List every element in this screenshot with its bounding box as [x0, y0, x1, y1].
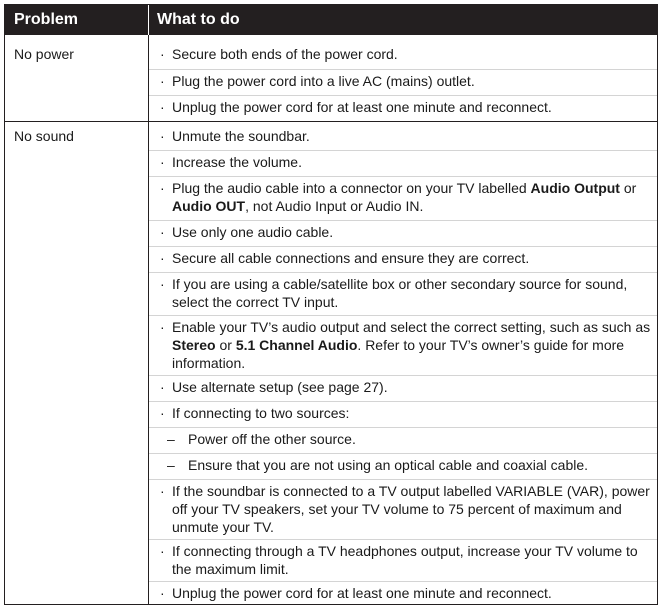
header-what-to-do: What to do: [157, 11, 240, 28]
bullet: ·: [160, 379, 165, 395]
item-bold: Audio OUT: [172, 198, 246, 214]
list-item: Increase the volume.: [172, 154, 302, 170]
list-item: Plug the power cord into a live AC (mains) outlet.: [172, 73, 475, 89]
troubleshooting-table: [4, 4, 658, 605]
list-item: Unplug the power cord for at least one minute and reconnect.: [172, 585, 552, 601]
item-bold: 5.1 Channel Audio: [235, 337, 358, 353]
item-text: , not Audio Input or Audio IN.: [245, 198, 424, 214]
item-text: Enable your TV’s audio output and select the correct setting, such as such as: [172, 319, 651, 335]
item-bold: Stereo: [172, 337, 216, 353]
row-separator: [149, 220, 657, 221]
item-text: or: [215, 337, 236, 353]
list-item: Use alternate setup (see page 27).: [172, 379, 388, 395]
list-item: [172, 318, 652, 372]
bullet: ·: [160, 543, 165, 559]
table-header: [5, 5, 657, 35]
row-separator: [149, 246, 657, 247]
item-bold: Audio Output: [530, 180, 620, 196]
row-separator: [149, 176, 657, 177]
bullet: ·: [160, 276, 165, 292]
bullet: ·: [160, 99, 165, 115]
problem-no-power: No power: [14, 46, 74, 62]
row-separator: [149, 95, 657, 96]
sub-list-item: Power off the other source.: [188, 431, 356, 447]
list-item: If connecting through a TV headphones output, increase your TV volume to the maximum limit.: [172, 543, 638, 577]
bullet: ·: [160, 128, 165, 144]
list-item: If connecting to two sources:: [172, 405, 350, 421]
problem-no-sound: No sound: [14, 128, 74, 144]
dash: –: [167, 457, 175, 473]
bullet: ·: [160, 224, 165, 240]
row-separator: [149, 479, 657, 480]
item-text: Plug the audio cable into a connector on your TV labelled: [172, 180, 531, 196]
row-separator: [149, 453, 657, 454]
bullet: ·: [160, 250, 165, 266]
row-separator: [149, 315, 657, 316]
bullet: ·: [160, 180, 165, 196]
row-separator: [149, 401, 657, 402]
row-separator: [149, 375, 657, 376]
item-text: . Refer to your TV’s owner’s guide for more information.: [172, 337, 625, 371]
list-item: Secure all cable connections and ensure they are correct.: [172, 250, 530, 266]
bullet: ·: [160, 154, 165, 170]
bullet: ·: [160, 73, 165, 89]
row-separator: [149, 581, 657, 582]
bullet: ·: [160, 483, 165, 499]
item-text: or: [619, 180, 637, 196]
dash: –: [167, 431, 175, 447]
bullet: ·: [160, 319, 165, 335]
bullet: ·: [160, 46, 165, 62]
row-separator: [149, 69, 657, 70]
list-item: Unmute the soundbar.: [172, 128, 310, 144]
row-border: [5, 121, 657, 122]
list-item: Secure both ends of the power cord.: [172, 46, 398, 62]
row-separator: [149, 150, 657, 151]
bullet: ·: [160, 405, 165, 421]
row-separator: [149, 539, 657, 540]
list-item: If the soundbar is connected to a TV output labelled VARIABLE (VAR), power off your TV speakers, set your TV volume to 75 percent of maximum and unmute your TV.: [172, 483, 650, 535]
sub-list-item: Ensure that you are not using an optical cable and coaxial cable.: [188, 457, 589, 473]
header-divider: [148, 5, 149, 35]
header-problem: Problem: [14, 11, 79, 28]
bullet: ·: [160, 585, 165, 601]
list-item: If you are using a cable/satellite box or other secondary source for sound, select the correct TV input.: [172, 276, 628, 310]
row-separator: [149, 427, 657, 428]
list-item: Unplug the power cord for at least one minute and reconnect.: [172, 99, 552, 115]
list-item: [172, 179, 652, 215]
row-separator: [149, 272, 657, 273]
list-item: Use only one audio cable.: [172, 224, 334, 240]
